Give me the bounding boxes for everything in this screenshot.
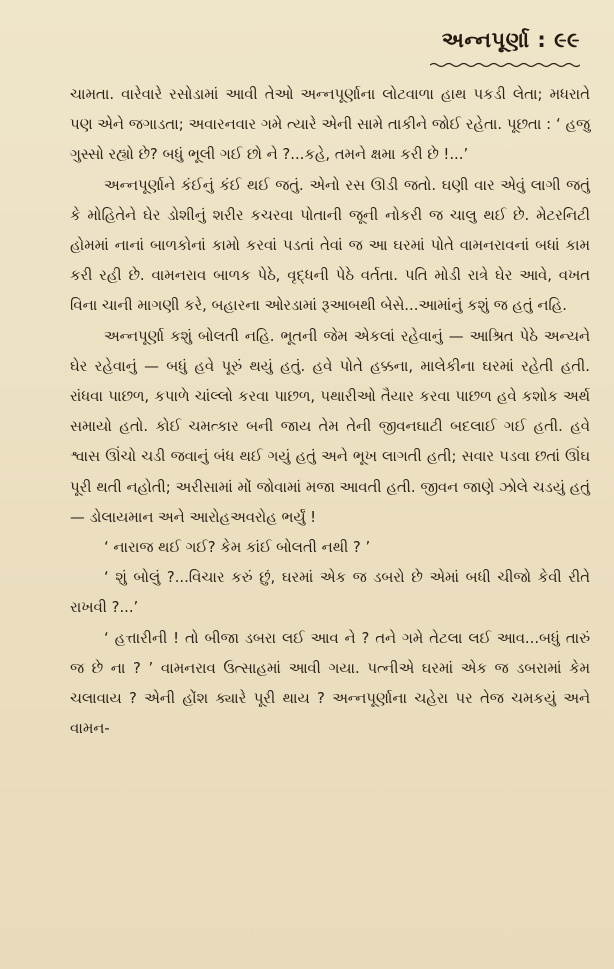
running-header [430, 28, 580, 72]
paragraph: અન્નપૂર્ણાને કંઈનું કંઈ થઈ જતું. એનો રસ ઊડી જતો. ઘણી વાર એવું લાગી જતું કે મોહિતેને ઘેર ડોશીનું શરીર કચરવા પોતાની જૂની નોકરી જ ચાલુ થઈ છે. મેટરનિટી હોમમાં નાનાં બાળકોનાં કામો કરવાં પડતાં તેવાં જ આ ઘરમાં પોતે વામનરાવનાં બધાં કામ કરી રહી છે. વામનરાવ બાળક પેઠે, વૃદ્ધની પેઠે વર્તતા. પતિ મોડી રાત્રે ઘેર આવે, વખત વિના ચાની માગણી કરે, બહારના ઓરડામાં રૂઆબથી બેસે...આમાંનું કશું જ હતું નહિ. [70, 176, 590, 315]
paragraph: ‘ નારાજ થઈ ગઈ? કેમ કાંઈ બોલતી નથી ? ’ [104, 539, 371, 557]
page-title: અન્નપૂર્ણા : ૯૯ [441, 28, 580, 52]
paragraph: ચામતા. વારેવારે રસોડામાં આવી તેઓ અન્નપૂર્ણાના લોટવાળા હાથ પકડી લેતા; મધરાતે પણ એને જગાડતા; અવારનવાર ગમે ત્યારે એની સામે તાકીને જોઈ રહેતા. પૂછતા : ‘ હજુ ગુસ્સો રહ્યો છે? બધું ભૂલી ગઈ છો ને ?...કહે, તમને ક્ષમા કરી છે !...’ [70, 86, 590, 164]
paragraph: ‘ શું બોલું ?...વિચાર કરું છું, ઘરમાં એક જ ડબરો છે એમાં બધી ચીજો કેવી રીતે રાખવી ?...’ [70, 569, 590, 617]
paragraph: ‘ હત્તારીની ! તો બીજા ડબરા લઈ આવ ને ? તને ગમે તેટલા લઈ આવ...બધું તારું જ છે ના ? ’ વામનરાવ ઉત્સાહમાં આવી ગયા. પત્નીએ ઘરમાં એક જ ડબરામાં કેમ ચલાવાય ? એની હોંશ ક્યારે પૂરી થાય ? અન્નપૂર્ણાના ચહેરા પર તેજ ચમકયું અને વામન- [70, 629, 590, 738]
decorative-wavy-rule [430, 62, 580, 68]
paragraph: અન્નપૂર્ણા કશું બોલતી નહિ. ભૂતની જેમ એકલાં રહેવાનું — આશ્રિત પેઠે અન્યને ઘેર રહેવાનું — બધું હવે પૂરું થયું હતું. હવે પોતે હક્કના, માલેકીના ઘરમાં રહેતી હતી. રાંધવા પાછળ, કપાળે ચાંલ્લો કરવા પાછળ, પથારીઓ તૈયાર કરવા પાછળ હવે કશોક અર્થ સમાયો હતો. કોઈ ચમત્કાર બની જાય તેમ તેની જીવનઘાટી બદલાઈ ગઈ હતી. હવે શ્વાસ ઊંચો ચડી જવાનું બંધ થઈ ગયું હતું અને ભૂખ લાગતી હતી; સવાર પડવા છતાં ઊંઘ પૂરી થતી નહોતી; અરીસામાં મોં જોવામાં મજા આવતી હતી. જીવન જાણે ઝોલે ચડયું હતું — ડોલાયમાન અને આરોહઅવરોહ ભર્યું ! [70, 327, 590, 526]
body-text [70, 80, 590, 960]
